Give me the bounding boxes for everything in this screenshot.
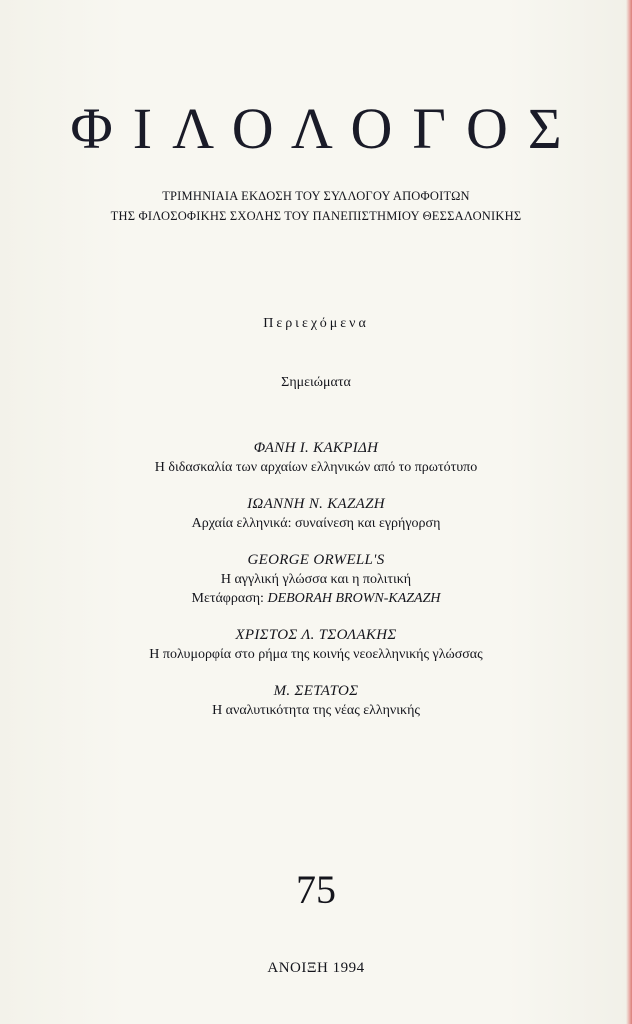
- contents-entry: [0, 550, 632, 608]
- entry-author: Μ. ΣΕΤΑΤΟΣ: [273, 683, 359, 699]
- subtitle-line-1: ΤΡΙΜΗΝΙΑΙΑ ΕΚΔΟΣΗ ΤΟΥ ΣΥΛΛΟΓΟΥ ΑΠΟΦΟΙΤΩΝ: [162, 189, 470, 203]
- contents-entry: [0, 494, 632, 533]
- translator-label: Μετάφραση:: [191, 591, 264, 606]
- entry-title: Η πολυμορφία στο ρήμα της κοινής νεοελληνικής γλώσσας: [149, 647, 483, 662]
- issue-number: 75: [296, 867, 336, 912]
- entry-author: ΦΑΝΗ Ι. ΚΑΚΡΙΔΗ: [253, 440, 379, 456]
- issue-date: ΑΝΟΙΞΗ 1994: [267, 960, 365, 976]
- contents-entry: [0, 625, 632, 664]
- entry-author: ΧΡΙΣΤΟΣ Λ. ΤΣΟΛΑΚΗΣ: [235, 627, 397, 643]
- contents-list: [0, 438, 632, 737]
- entry-title: Η αγγλική γλώσσα και η πολιτική: [220, 572, 412, 587]
- journal-title: ΦΙΛΟΛΟΓΟΣ: [70, 96, 582, 161]
- contents-entry: [0, 438, 632, 477]
- entry-translator: [0, 589, 632, 608]
- translator-name: DEBORAH BROWN-KAZAZH: [267, 591, 441, 606]
- contents-heading: Περιεχόμενα: [263, 316, 369, 331]
- entry-title: Αρχαία ελληνικά: συναίνεση και εγρήγορση: [191, 516, 441, 531]
- journal-subtitle: [0, 186, 632, 226]
- contents-entry: [0, 681, 632, 720]
- entry-author: ΙΩΑΝΝΗ Ν. ΚΑΖΑΖΗ: [247, 496, 385, 512]
- entry-author: GEORGE ORWELL'S: [247, 552, 385, 568]
- entry-title: Η αναλυτικότητα της νέας ελληνικής: [212, 703, 420, 718]
- entry-title: Η διδασκαλία των αρχαίων ελληνικών από το πρωτότυπο: [154, 460, 478, 475]
- subtitle-line-2: ΤΗΣ ΦΙΛΟΣΟΦΙΚΗΣ ΣΧΟΛΗΣ ΤΟΥ ΠΑΝΕΠΙΣΤΗΜΙΟΥ ΘΕΣΣΑΛΟΝΙΚΗΣ: [110, 209, 522, 223]
- notes-section: Σημειώματα: [281, 375, 351, 390]
